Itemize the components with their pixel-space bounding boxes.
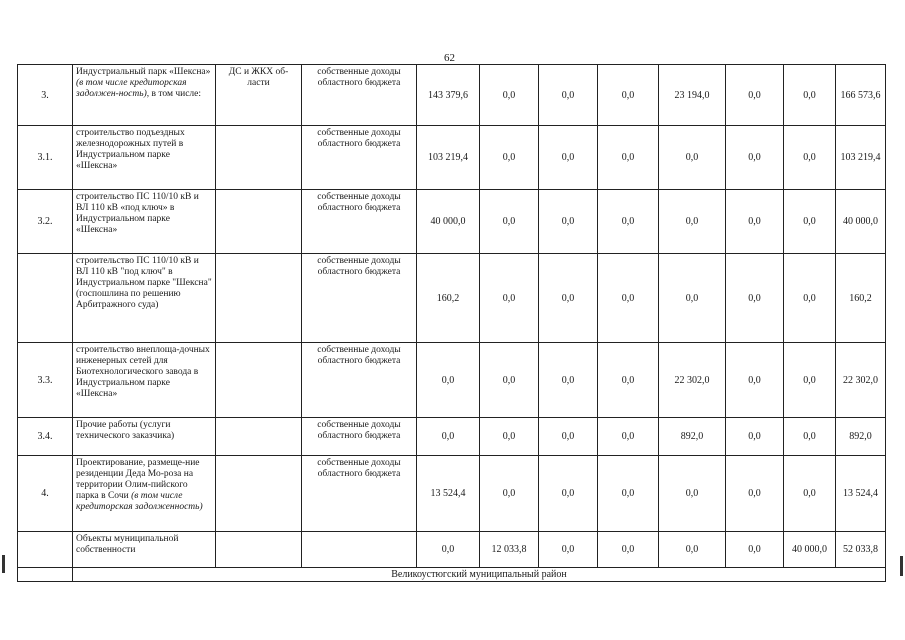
value-cell: 40 000,0 xyxy=(784,532,836,568)
value-cell: 892,0 xyxy=(836,418,886,456)
row-funding-source: собственные доходы областного бюджета xyxy=(302,65,417,126)
row-executor: ДС и ЖКХ об-ласти xyxy=(216,65,302,126)
table-row xyxy=(18,532,886,568)
value-cell: 22 302,0 xyxy=(659,343,726,418)
value-cell: 0,0 xyxy=(598,532,659,568)
value-cell: 0,0 xyxy=(659,126,726,190)
value-cell: 0,0 xyxy=(417,418,480,456)
row-index: 3. xyxy=(18,65,73,126)
value-cell: 0,0 xyxy=(598,456,659,532)
row-executor xyxy=(216,254,302,343)
value-cell: 0,0 xyxy=(480,418,539,456)
row-name: строительство внеплоща-дочных инженерных сетей для Биотехнологического завода в Индустриальном парке «Шексна» xyxy=(73,343,216,418)
value-cell: 0,0 xyxy=(659,190,726,254)
value-cell: 0,0 xyxy=(480,190,539,254)
row-executor xyxy=(216,126,302,190)
value-cell: 160,2 xyxy=(836,254,886,343)
value-cell: 103 219,4 xyxy=(417,126,480,190)
value-cell: 0,0 xyxy=(539,126,598,190)
value-cell: 0,0 xyxy=(784,190,836,254)
row-funding-source: собственные доходы областного бюджета xyxy=(302,190,417,254)
row-funding-source: собственные доходы областного бюджета xyxy=(302,456,417,532)
value-cell: 0,0 xyxy=(598,190,659,254)
table-row xyxy=(18,456,886,532)
row-index xyxy=(18,254,73,343)
row-funding-source: собственные доходы областного бюджета xyxy=(302,126,417,190)
value-cell: 892,0 xyxy=(659,418,726,456)
value-cell: 0,0 xyxy=(726,418,784,456)
value-cell: 13 524,4 xyxy=(417,456,480,532)
value-cell: 0,0 xyxy=(480,65,539,126)
value-cell: 0,0 xyxy=(539,343,598,418)
value-cell: 0,0 xyxy=(784,343,836,418)
value-cell: 0,0 xyxy=(659,456,726,532)
table-row xyxy=(18,343,886,418)
row-name: Прочие работы (услуги технического заказчика) xyxy=(73,418,216,456)
row-name: Индустриальный парк «Шексна» (в том числе кредиторская задолжен-ность), в том числе: xyxy=(73,65,216,126)
value-cell: 12 033,8 xyxy=(480,532,539,568)
row-name: строительство подъездных железнодорожных путей в Индустриальном парке «Шексна» xyxy=(73,126,216,190)
row-executor xyxy=(216,343,302,418)
value-cell: 0,0 xyxy=(539,418,598,456)
value-cell: 0,0 xyxy=(539,456,598,532)
value-cell: 0,0 xyxy=(659,532,726,568)
value-cell: 0,0 xyxy=(539,190,598,254)
value-cell: 0,0 xyxy=(598,65,659,126)
value-cell: 0,0 xyxy=(539,65,598,126)
budget-table xyxy=(17,64,886,582)
value-cell: 0,0 xyxy=(726,343,784,418)
value-cell: 40 000,0 xyxy=(836,190,886,254)
value-cell: 0,0 xyxy=(784,126,836,190)
value-cell: 0,0 xyxy=(598,254,659,343)
value-cell: 0,0 xyxy=(598,343,659,418)
value-cell: 0,0 xyxy=(784,65,836,126)
row-funding-source xyxy=(302,532,417,568)
value-cell: 160,2 xyxy=(417,254,480,343)
scan-mark-left xyxy=(2,555,5,573)
value-cell: 52 033,8 xyxy=(836,532,886,568)
value-cell: 0,0 xyxy=(726,456,784,532)
value-cell: 40 000,0 xyxy=(417,190,480,254)
table-row xyxy=(18,418,886,456)
scan-mark-right xyxy=(900,556,903,576)
row-index: 3.2. xyxy=(18,190,73,254)
page-number: 62 xyxy=(444,52,455,64)
value-cell: 13 524,4 xyxy=(836,456,886,532)
value-cell: 143 379,6 xyxy=(417,65,480,126)
region-row xyxy=(18,568,886,582)
row-index xyxy=(18,532,73,568)
value-cell: 23 194,0 xyxy=(659,65,726,126)
value-cell: 0,0 xyxy=(659,254,726,343)
row-executor xyxy=(216,418,302,456)
value-cell: 0,0 xyxy=(480,343,539,418)
value-cell: 166 573,6 xyxy=(836,65,886,126)
row-executor xyxy=(216,532,302,568)
row-funding-source: собственные доходы областного бюджета xyxy=(302,254,417,343)
value-cell: 0,0 xyxy=(726,65,784,126)
value-cell: 0,0 xyxy=(480,126,539,190)
table-row xyxy=(18,126,886,190)
value-cell: 0,0 xyxy=(480,254,539,343)
value-cell: 0,0 xyxy=(539,532,598,568)
row-name: Проектирование, размеще-ние резиденции Деда Мо-роза на территории Олим-пийского парка в Сочи (в том числе кредиторская задолженность) xyxy=(73,456,216,532)
row-index: 3.3. xyxy=(18,343,73,418)
row-executor xyxy=(216,456,302,532)
value-cell: 103 219,4 xyxy=(836,126,886,190)
table-row xyxy=(18,254,886,343)
value-cell: 0,0 xyxy=(539,254,598,343)
value-cell: 0,0 xyxy=(417,532,480,568)
value-cell: 0,0 xyxy=(480,456,539,532)
row-funding-source: собственные доходы областного бюджета xyxy=(302,418,417,456)
value-cell: 0,0 xyxy=(726,126,784,190)
value-cell: 22 302,0 xyxy=(836,343,886,418)
row-name: Объекты муниципальной собственности xyxy=(73,532,216,568)
value-cell: 0,0 xyxy=(726,190,784,254)
region-label: Великоустюгский муниципальный район xyxy=(73,568,886,582)
value-cell: 0,0 xyxy=(417,343,480,418)
row-executor xyxy=(216,190,302,254)
row-name: строительство ПС 110/10 кВ и ВЛ 110 кВ «под ключ» в Индустриальном парке «Шексна» xyxy=(73,190,216,254)
row-name: строительство ПС 110/10 кВ и ВЛ 110 кВ "под ключ" в Индустриальном парке "Шексна" (госпошлина по решению Арбитражного суда) xyxy=(73,254,216,343)
row-index: 3.4. xyxy=(18,418,73,456)
value-cell: 0,0 xyxy=(726,254,784,343)
value-cell: 0,0 xyxy=(784,456,836,532)
value-cell: 0,0 xyxy=(726,532,784,568)
table-row xyxy=(18,190,886,254)
row-funding-source: собственные доходы областного бюджета xyxy=(302,343,417,418)
value-cell: 0,0 xyxy=(598,126,659,190)
value-cell: 0,0 xyxy=(784,418,836,456)
value-cell: 0,0 xyxy=(598,418,659,456)
table-row xyxy=(18,65,886,126)
value-cell: 0,0 xyxy=(784,254,836,343)
row-index: 3.1. xyxy=(18,126,73,190)
row-index: 4. xyxy=(18,456,73,532)
